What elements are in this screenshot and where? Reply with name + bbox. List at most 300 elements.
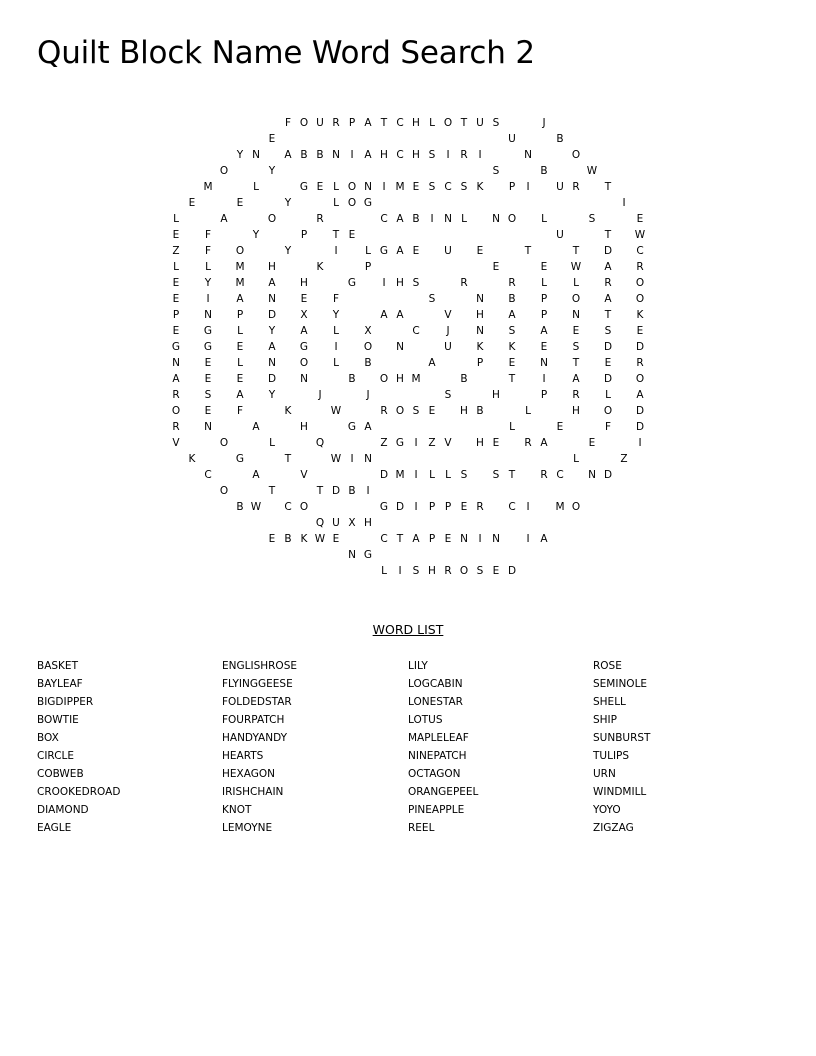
grid-letter: E xyxy=(636,325,644,337)
grid-letter: N xyxy=(364,181,372,193)
word-list-item: MAPLELEAF xyxy=(408,732,469,744)
grid-letter: Y xyxy=(268,165,276,177)
grid-letter: R xyxy=(332,117,340,129)
grid-letter: L xyxy=(429,469,435,481)
grid-letter: N xyxy=(572,309,580,321)
grid-letter: T xyxy=(332,229,340,241)
grid-letter: I xyxy=(414,437,418,449)
grid-letter: L xyxy=(605,389,611,401)
grid-letter: A xyxy=(380,309,388,321)
grid-letter: R xyxy=(476,501,484,513)
grid-letter: S xyxy=(460,469,468,481)
grid-letter: I xyxy=(382,181,386,193)
grid-letter: I xyxy=(622,197,626,209)
grid-letter: J xyxy=(446,325,450,337)
grid-letter: A xyxy=(236,389,244,401)
grid-letter: L xyxy=(573,277,579,289)
grid-letter: O xyxy=(363,341,373,353)
grid-letter: T xyxy=(508,373,516,385)
word-list-item: FOURPATCH xyxy=(222,714,285,726)
grid-letter: A xyxy=(604,261,612,273)
grid-letter: R xyxy=(172,421,180,433)
grid-letter: N xyxy=(204,309,212,321)
grid-letter: A xyxy=(284,149,292,161)
grid-letter: H xyxy=(268,261,276,273)
grid-letter: S xyxy=(428,149,436,161)
grid-letter: N xyxy=(476,293,484,305)
grid-letter: K xyxy=(316,261,324,273)
grid-letter: K xyxy=(284,405,292,417)
grid-letter: O xyxy=(299,117,309,129)
grid-letter: E xyxy=(204,357,212,369)
grid-letter: M xyxy=(235,261,245,273)
word-list-item: NINEPATCH xyxy=(408,750,467,762)
grid-letter: O xyxy=(571,293,581,305)
grid-letter: D xyxy=(603,469,613,481)
grid-letter: A xyxy=(252,421,260,433)
grid-letter: E xyxy=(300,293,308,305)
grid-letter: H xyxy=(364,517,372,529)
grid-letter: P xyxy=(428,501,436,513)
grid-letter: L xyxy=(269,437,275,449)
grid-letter: B xyxy=(348,373,356,385)
grid-letter: E xyxy=(492,261,500,273)
grid-letter: T xyxy=(284,453,292,465)
grid-letter: D xyxy=(603,245,613,257)
grid-letter: G xyxy=(171,341,181,353)
grid-letter: M xyxy=(555,501,565,513)
grid-letter: U xyxy=(332,517,340,529)
grid-letter: L xyxy=(525,405,531,417)
grid-letter: U xyxy=(316,117,324,129)
grid-letter: C xyxy=(412,325,420,337)
grid-letter: P xyxy=(172,309,180,321)
grid-letter: O xyxy=(219,485,229,497)
grid-letter: N xyxy=(364,453,372,465)
grid-letter: E xyxy=(412,245,420,257)
grid-letter: E xyxy=(572,325,580,337)
grid-letter: A xyxy=(572,373,580,385)
word-list-heading: WORD LIST xyxy=(372,622,444,637)
grid-letter: E xyxy=(460,501,468,513)
grid-letter: T xyxy=(572,245,580,257)
grid-letter: O xyxy=(379,373,389,385)
grid-letter: O xyxy=(219,165,229,177)
word-list-item: HANDYANDY xyxy=(222,732,288,744)
grid-letter: K xyxy=(476,181,484,193)
grid-letter: B xyxy=(236,501,244,513)
grid-letter: R xyxy=(380,405,388,417)
grid-letter: A xyxy=(300,325,308,337)
grid-letter: Y xyxy=(284,245,292,257)
grid-letter: O xyxy=(299,501,309,513)
grid-letter: B xyxy=(316,149,324,161)
word-list-item: TULIPS xyxy=(593,750,630,762)
grid-letter: G xyxy=(379,501,389,513)
grid-letter: Z xyxy=(380,437,388,449)
grid-letter: O xyxy=(571,501,581,513)
word-list-item: LOGCABIN xyxy=(408,678,463,690)
grid-letter: I xyxy=(350,149,354,161)
grid-letter: L xyxy=(573,453,579,465)
grid-letter: R xyxy=(636,261,644,273)
grid-letter: D xyxy=(635,405,645,417)
grid-letter: H xyxy=(492,389,500,401)
grid-letter: E xyxy=(316,181,324,193)
grid-letter: I xyxy=(398,565,402,577)
grid-letter: T xyxy=(380,117,388,129)
grid-letter: B xyxy=(540,165,548,177)
word-list-item: ROSE xyxy=(593,660,622,672)
grid-letter: J xyxy=(542,117,546,129)
grid-letter: V xyxy=(172,437,180,449)
grid-letter: R xyxy=(572,181,580,193)
grid-letter: N xyxy=(540,357,548,369)
grid-letter: A xyxy=(412,533,420,545)
grid-letter: Z xyxy=(620,453,628,465)
grid-letter: G xyxy=(235,453,245,465)
grid-letter: W xyxy=(330,453,342,465)
grid-letter: L xyxy=(173,261,179,273)
grid-letter: D xyxy=(603,341,613,353)
grid-letter: C xyxy=(284,501,292,513)
grid-letter: D xyxy=(635,421,645,433)
grid-letter: R xyxy=(508,277,516,289)
grid-letter: I xyxy=(526,533,530,545)
grid-letter: X xyxy=(300,309,308,321)
grid-letter: D xyxy=(395,501,405,513)
word-list-item: REEL xyxy=(408,822,435,834)
grid-letter: O xyxy=(507,213,517,225)
grid-letter: G xyxy=(347,277,357,289)
grid-letter: C xyxy=(636,245,644,257)
grid-letter: T xyxy=(524,245,532,257)
grid-letter: W xyxy=(586,165,598,177)
grid-letter: I xyxy=(334,245,338,257)
word-list-item: CIRCLE xyxy=(37,750,75,762)
grid-letter: S xyxy=(508,325,516,337)
grid-letter: I xyxy=(478,533,482,545)
grid-letter: N xyxy=(252,149,260,161)
grid-letter: H xyxy=(396,373,404,385)
grid-letter: L xyxy=(237,325,243,337)
grid-letter: H xyxy=(476,309,484,321)
grid-letter: S xyxy=(492,165,500,177)
grid-letter: R xyxy=(316,213,324,225)
grid-letter: E xyxy=(204,373,212,385)
grid-letter: C xyxy=(396,149,404,161)
grid-letter: J xyxy=(318,389,322,401)
grid-letter: Z xyxy=(172,245,180,257)
grid-letter: D xyxy=(603,373,613,385)
grid-letter: A xyxy=(364,117,372,129)
grid-letter: D xyxy=(331,485,341,497)
grid-letter: A xyxy=(428,357,436,369)
grid-letter: Z xyxy=(428,437,436,449)
grid-letter: S xyxy=(412,405,420,417)
grid-letter: A xyxy=(364,149,372,161)
grid-letter: O xyxy=(635,277,645,289)
grid-letter: P xyxy=(236,309,244,321)
grid-letter: U xyxy=(508,133,516,145)
grid-letter: A xyxy=(604,293,612,305)
grid-letter: E xyxy=(236,197,244,209)
grid-letter: O xyxy=(635,293,645,305)
grid-letter: M xyxy=(203,181,213,193)
grid-letter: S xyxy=(476,565,484,577)
word-list-item: IRISHCHAIN xyxy=(222,786,284,798)
grid-letter: M xyxy=(235,277,245,289)
grid-letter: P xyxy=(364,261,372,273)
grid-letter: N xyxy=(492,533,500,545)
grid-letter: B xyxy=(300,149,308,161)
grid-letter: I xyxy=(206,293,210,305)
grid-letter: T xyxy=(604,309,612,321)
grid-letter: O xyxy=(299,357,309,369)
grid-letter: E xyxy=(540,341,548,353)
grid-letter: H xyxy=(300,421,308,433)
grid-letter: G xyxy=(363,549,373,561)
word-list-item: EAGLE xyxy=(37,822,72,834)
grid-letter: E xyxy=(172,277,180,289)
grid-letter: L xyxy=(509,421,515,433)
grid-letter: L xyxy=(365,245,371,257)
grid-letter: M xyxy=(395,181,405,193)
grid-letter: W xyxy=(250,501,262,513)
grid-letter: P xyxy=(300,229,308,241)
grid-letter: A xyxy=(396,213,404,225)
grid-letter: S xyxy=(204,389,212,401)
grid-letter: J xyxy=(366,389,370,401)
grid-letter: A xyxy=(236,293,244,305)
grid-letter: A xyxy=(252,469,260,481)
grid-letter: F xyxy=(236,405,244,417)
grid-letter: O xyxy=(171,405,181,417)
grid-letter: E xyxy=(444,533,452,545)
grid-letter: Y xyxy=(332,309,340,321)
grid-letter: S xyxy=(460,181,468,193)
grid-letter: E xyxy=(508,357,516,369)
grid-letter: A xyxy=(540,533,548,545)
grid-letter: A xyxy=(220,213,228,225)
grid-letter: P xyxy=(540,293,548,305)
grid-letter: E xyxy=(348,229,356,241)
grid-letter: P xyxy=(476,357,484,369)
grid-letter: I xyxy=(526,181,530,193)
grid-letter: P xyxy=(348,117,356,129)
grid-letter: S xyxy=(492,469,500,481)
grid-letter: E xyxy=(476,245,484,257)
word-list-item: BIGDIPPER xyxy=(37,696,94,708)
grid-letter: E xyxy=(236,341,244,353)
grid-letter: C xyxy=(508,501,516,513)
grid-letter: P xyxy=(428,533,436,545)
grid-letter: Y xyxy=(236,149,244,161)
word-list-column-3 xyxy=(408,657,478,837)
grid-letter: B xyxy=(556,133,564,145)
grid-letter: E xyxy=(172,293,180,305)
grid-letter: T xyxy=(316,485,324,497)
word-list-item: CROOKEDROAD xyxy=(37,786,121,798)
word-list-item: SHIP xyxy=(593,714,617,726)
grid-letter: E xyxy=(204,405,212,417)
grid-letter: H xyxy=(460,405,468,417)
grid-letter: A xyxy=(364,421,372,433)
grid-letter: Y xyxy=(284,197,292,209)
grid-letter: O xyxy=(635,373,645,385)
grid-letter: E xyxy=(236,373,244,385)
grid-letter: F xyxy=(204,229,212,241)
word-list-item: WINDMILL xyxy=(593,786,647,798)
grid-letter: O xyxy=(603,405,613,417)
grid-letter: I xyxy=(414,501,418,513)
grid-letter: S xyxy=(572,341,580,353)
grid-letter: H xyxy=(412,117,420,129)
grid-letter: I xyxy=(334,341,338,353)
grid-letter: L xyxy=(333,325,339,337)
grid-letter: K xyxy=(508,341,516,353)
grid-letter: E xyxy=(172,325,180,337)
grid-letter: I xyxy=(638,437,642,449)
grid-letter: N xyxy=(444,213,452,225)
word-list-item: BOX xyxy=(37,732,59,744)
grid-letter: Y xyxy=(204,277,212,289)
grid-letter: H xyxy=(396,277,404,289)
grid-letter: A xyxy=(172,373,180,385)
grid-letter: D xyxy=(507,565,517,577)
grid-letter: I xyxy=(366,485,370,497)
word-list-column-4 xyxy=(593,657,650,837)
word-list-item: HEXAGON xyxy=(222,768,275,780)
grid-letter: O xyxy=(235,245,245,257)
grid-letter: A xyxy=(636,389,644,401)
grid-letter: V xyxy=(300,469,308,481)
grid-letter: L xyxy=(445,469,451,481)
grid-letter: C xyxy=(380,213,388,225)
grid-letter: E xyxy=(268,133,276,145)
grid-letter: I xyxy=(382,277,386,289)
grid-letter: N xyxy=(268,293,276,305)
grid-letter: N xyxy=(268,357,276,369)
grid-letter: N xyxy=(172,357,180,369)
grid-letter: B xyxy=(348,485,356,497)
word-list-column-2 xyxy=(222,657,297,837)
grid-letter: H xyxy=(412,149,420,161)
grid-letter: W xyxy=(314,533,326,545)
grid-letter: P xyxy=(540,309,548,321)
grid-letter: U xyxy=(476,117,484,129)
grid-letter: H xyxy=(300,277,308,289)
grid-letter: L xyxy=(429,117,435,129)
word-list-item: SHELL xyxy=(593,696,626,708)
grid-letter: R xyxy=(636,357,644,369)
grid-letter: H xyxy=(572,405,580,417)
grid-letter: C xyxy=(204,469,212,481)
grid-letter: F xyxy=(604,421,612,433)
grid-letter: E xyxy=(492,437,500,449)
grid-letter: T xyxy=(572,357,580,369)
grid-letter: E xyxy=(172,229,180,241)
word-list-item: OCTAGON xyxy=(408,768,461,780)
grid-letter: G xyxy=(363,197,373,209)
grid-letter: L xyxy=(381,565,387,577)
grid-letter: R xyxy=(460,277,468,289)
grid-letter: R xyxy=(444,565,452,577)
grid-letter: V xyxy=(444,437,452,449)
word-list-item: PINEAPPLE xyxy=(408,804,465,816)
grid-letter: B xyxy=(460,373,468,385)
grid-letter: Y xyxy=(268,389,276,401)
word-list-item: YOYO xyxy=(593,804,621,816)
grid-letter: D xyxy=(267,373,277,385)
grid-letter: Y xyxy=(268,325,276,337)
grid-letter: A xyxy=(540,325,548,337)
grid-letter: L xyxy=(461,213,467,225)
grid-letter: A xyxy=(540,437,548,449)
grid-letter: B xyxy=(284,533,292,545)
grid-letter: G xyxy=(347,421,357,433)
word-list-item: ENGLISHROSE xyxy=(222,660,297,672)
grid-letter: S xyxy=(428,293,436,305)
word-list-column-1 xyxy=(37,657,120,837)
grid-letter: R xyxy=(172,389,180,401)
word-list-item: FLYINGGEESE xyxy=(222,678,293,690)
grid-letter: H xyxy=(428,565,436,577)
grid-letter: O xyxy=(347,181,357,193)
grid-letter: E xyxy=(188,197,196,209)
grid-letter: E xyxy=(492,565,500,577)
grid-letter: I xyxy=(542,373,546,385)
grid-letter: R xyxy=(572,389,580,401)
grid-letter: B xyxy=(508,293,516,305)
word-list-item: LONESTAR xyxy=(408,696,463,708)
grid-letter: L xyxy=(333,197,339,209)
word-list-item: KNOT xyxy=(222,804,252,816)
grid-letter: R xyxy=(540,469,548,481)
grid-letter: Q xyxy=(315,437,325,449)
grid-letter: L xyxy=(333,181,339,193)
grid-letter: T xyxy=(396,533,404,545)
grid-letter: A xyxy=(396,245,404,257)
grid-letter: E xyxy=(556,421,564,433)
grid-letter: L xyxy=(541,213,547,225)
grid-letter: S xyxy=(604,325,612,337)
word-list-item: BASKET xyxy=(37,660,78,672)
grid-letter: F xyxy=(332,293,340,305)
word-list-item: COBWEB xyxy=(37,768,84,780)
grid-letter: T xyxy=(604,181,612,193)
grid-letter: I xyxy=(430,213,434,225)
word-list-item: LEMOYNE xyxy=(222,822,273,834)
word-list-item: SEMINOLE xyxy=(593,678,648,690)
grid-letter: N xyxy=(204,421,212,433)
grid-letter: A xyxy=(396,309,404,321)
grid-letter: E xyxy=(412,181,420,193)
grid-letter: L xyxy=(205,261,211,273)
grid-letter: D xyxy=(267,309,277,321)
grid-letter: R xyxy=(524,437,532,449)
grid-letter: T xyxy=(508,469,516,481)
page-title: Quilt Block Name Word Search 2 xyxy=(37,35,535,71)
grid-letter: B xyxy=(476,405,484,417)
grid-letter: U xyxy=(556,181,564,193)
grid-letter: N xyxy=(492,213,500,225)
grid-letter: H xyxy=(476,437,484,449)
grid-letter: T xyxy=(268,485,276,497)
grid-letter: E xyxy=(636,213,644,225)
grid-letter: K xyxy=(300,533,308,545)
grid-letter: K xyxy=(476,341,484,353)
